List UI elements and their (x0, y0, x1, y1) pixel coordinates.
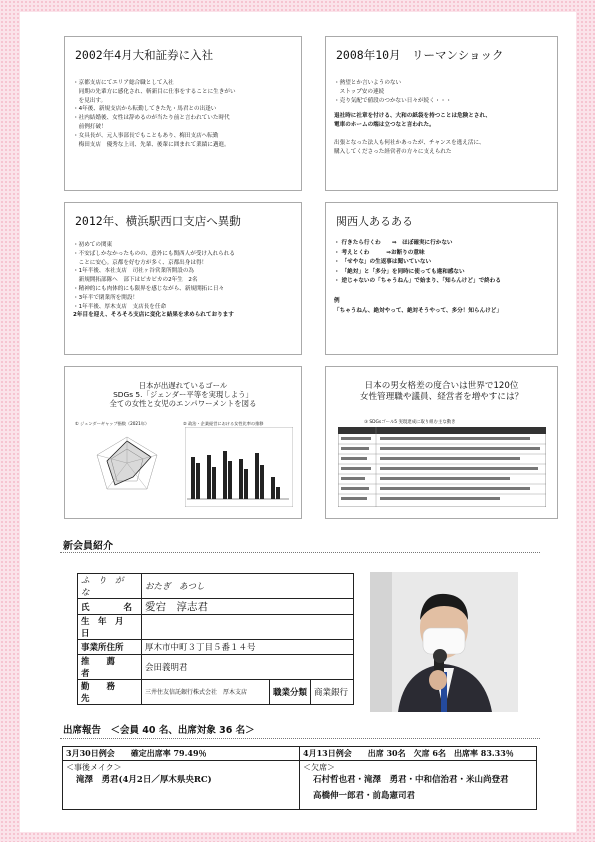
name-value: 愛宕 淳志君 (142, 599, 354, 615)
slide-line: 同期の先輩方に感化され、斬新目に仕事をすることに生きがい (73, 88, 236, 95)
bullet-item: ・ 「絶対」と「多分」を同時に使っても違和感ない (334, 268, 465, 275)
table-row (78, 640, 354, 655)
slide-line: ことに安心。京都を好む方が多く、京都出身は得！ (73, 259, 208, 266)
slide-line: ・1年半後、本社支店 司社ヶ谷営業所開設の為 (73, 268, 195, 275)
slide-line: ・京都支店にてエリア総合職として入社 (73, 80, 174, 86)
slide-line-bold: 退社時に社章を付ける、大和の紙袋を持つことは危険とされ、 (334, 113, 491, 120)
attendance-heading: 出席報告 ＜会員 40 名、出席対象 36 名＞ (63, 725, 255, 736)
slide-line: ・女具長が、元人事部長でもこともあり、梅田支店へ転勤 (73, 132, 219, 139)
title-line: SDGs 5.「ジェンダー平等を実現しよう」 (113, 390, 253, 399)
attendance-table (62, 746, 537, 810)
slide-line: 前例打破！ (73, 123, 107, 130)
slide-line: 新規開拓部隊へ 部下はピカピカの2年生 2名 (73, 277, 198, 284)
kana-value: おたぎ あつし (142, 574, 354, 599)
work-value: 三井住友信託銀行株式会社 厚木支店 (142, 679, 270, 704)
slide-line-bold: 電車のホームの端は立つなと言われた。 (334, 122, 435, 129)
slide-line: ・1年半後、厚木支店 支店長を任命 (73, 303, 167, 310)
new-members-heading: 新会員紹介 (63, 541, 113, 552)
slide-line: ・不安ばしかなかったものの、意外にも関西人が受け入れられる (73, 250, 235, 257)
slide-daiwa-joined (64, 36, 302, 191)
slide-body (73, 79, 293, 149)
title-line: 女性管理職や議員、経営者を増やすには？ (359, 392, 524, 402)
meeting-0330-header: 3月30日例会 確定出席率 79.49％ (63, 747, 300, 761)
job-category-value: 商業銀行 (311, 679, 354, 704)
bullet-item: ・ 逆じゃないの「ちゃうねん」で始まり、「知らんけど」で終わる (334, 278, 501, 285)
slide-title (326, 381, 557, 403)
initiatives-table-image (338, 427, 546, 507)
title-line: 日本の男女格差の度合いは世界で120位 (364, 381, 519, 391)
slide-body (334, 239, 549, 316)
birth-value (142, 615, 354, 640)
slide-line: ・精神的にも肉体的にも限界を感じながら、新規開拓に日々 (73, 285, 225, 292)
work-label: 勤 務 先 (78, 679, 142, 704)
table-row (78, 654, 354, 679)
slide-gender-gap (325, 366, 558, 519)
bullet-item: ・ 行きたら行くわ ⇒ ほぼ確実に行かない (334, 240, 453, 246)
divider (60, 552, 540, 553)
absent-label: ＜欠席＞ (303, 763, 335, 772)
absent-cell (300, 761, 537, 810)
slide-title: 2012年、横浜駅西口支店へ異動 (75, 214, 241, 228)
address-value: 厚木市中町３丁目５番１４号 (142, 640, 354, 655)
makeup-label: ＜事後メイク＞ (66, 763, 122, 772)
example-label: 例 (334, 297, 340, 304)
slide-line: ・売り気配で値段のつかない日々が続く・・・ (334, 97, 452, 104)
makeup-cell (63, 761, 300, 810)
radar-caption: ① ジェンダーギャップ指数（2021年） (75, 421, 150, 426)
slide-line: ・社内結婚後、女性は辞めるのが当たり前と言われていた時代 (73, 115, 230, 122)
slide-sdgs-gender (64, 366, 302, 519)
slide-line: 購入してくださった経営者の方々に支えられた (334, 148, 452, 155)
bullet-item: ・ 考えとくわ ⇒お断りの意味 (334, 249, 425, 256)
slide-yokohama-transfer (64, 202, 302, 355)
title-line: 日本が出遅れているゴール (138, 381, 228, 390)
table-row (78, 679, 354, 704)
table-caption: ③ SDGsゴール5 実現達成に取り組む主な動き (364, 420, 456, 425)
member-photo (370, 572, 518, 712)
slide-body (73, 241, 293, 320)
slide-line: ・熱望とか言いようのない (334, 80, 402, 86)
slide-line-bold: 2年目を迎え、そろそろ支店に変化と結果を求められております (73, 312, 234, 319)
member-info-table (77, 573, 354, 705)
birth-label: 生 年 月 日 (78, 615, 142, 640)
kana-label: ふ り が な (78, 574, 142, 599)
table-row (78, 574, 354, 599)
job-category-label: 職業分類 (269, 679, 310, 704)
slide-lehman-shock (325, 36, 558, 191)
bar-chart-image (185, 427, 293, 507)
radar-chart-image (77, 427, 177, 507)
table-row (63, 747, 537, 761)
slide-title: 関西人あるある (336, 215, 413, 228)
meeting-0413-header: 4月13日例会 出席 30名 欠席 6名 出席率 83.33％ (300, 747, 537, 761)
slide-line: ・3年半で閉業所を開設！ (73, 294, 139, 301)
table-row (78, 599, 354, 615)
example-text: 「ちゃうねん、絶対やって、絶対そうやって、多分！知らんけど」 (334, 307, 502, 314)
table-row (78, 615, 354, 640)
slide-body (334, 79, 549, 157)
slide-line: 梅田支店 優秀な上司、先輩、後輩に囲まれて業績に邁進。 (73, 141, 230, 148)
sponsor-value: 会田義明君 (142, 654, 354, 679)
slide-line: ストップ安の連続 (334, 88, 385, 95)
makeup-names: 滝澤 勇君(4月2日／厚木県央RC) (76, 775, 212, 785)
slide-line: ・4年後、新規支店から転勤してきた先・馬君との出逢い (73, 106, 217, 113)
slide-title: 2008年10月 リーマンショック (336, 48, 504, 62)
slide-line: ・初めての関東 (73, 242, 113, 248)
bullet-item: ・ 「せやな」の生返事は聞いていない (334, 259, 432, 266)
slide-title: 2002年4月大和証券に入社 (75, 48, 214, 62)
name-label: 氏 名 (78, 599, 142, 615)
address-label: 事業所住所 (78, 640, 142, 655)
sponsor-label: 推 薦 者 (78, 654, 142, 679)
absent-names: 石村哲也君・滝澤 勇君・中和信治君・米山尚登君 (313, 775, 509, 785)
slide-kansai-aruaru (325, 202, 558, 355)
table-row (63, 761, 537, 810)
slide-line: 出張となった法人も何社かあったが、チャンスを逃え活に、 (334, 139, 485, 146)
slide-line: を見出す。 (73, 97, 107, 104)
bar-caption: ② 政治・企業経営における女性比率の推移 (183, 421, 264, 426)
title-line: 全ての女性と女児のエンパワーメントを図る (109, 399, 257, 408)
divider (60, 738, 540, 739)
slide-title (65, 381, 301, 408)
absent-names: 高橋伸一郎君・前島憲司君 (313, 791, 416, 801)
